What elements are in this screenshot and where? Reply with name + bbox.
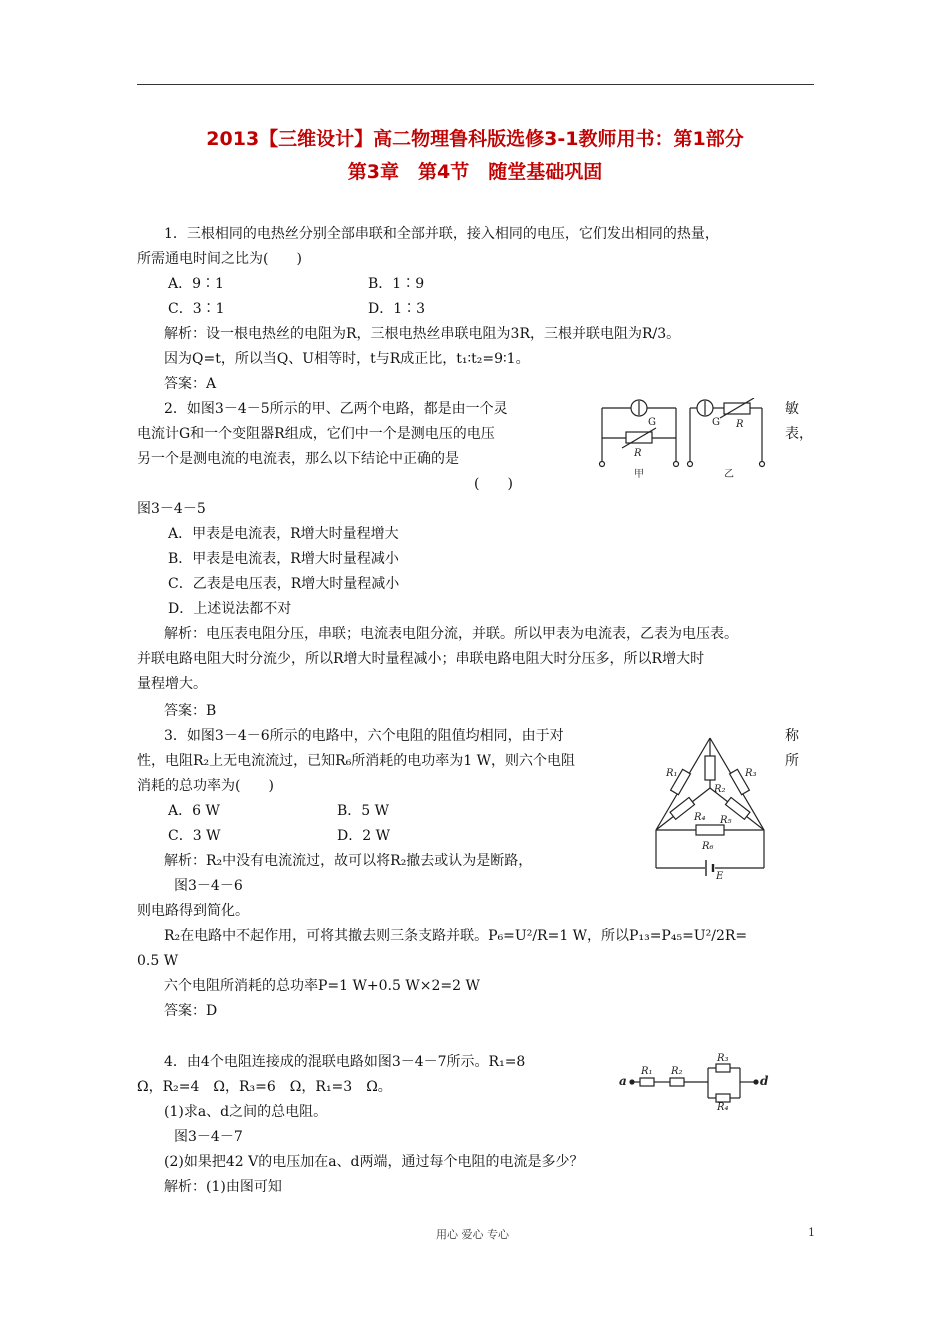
q1-stem-line1: 1．三根相同的电热丝分别全部串联和全部并联，接入相同的电压，它们发出相同的热量，	[164, 226, 719, 242]
q3-fig-r3: R₃	[745, 768, 757, 779]
q1-option-b: B．1∶9	[368, 276, 425, 292]
q4-fig-r3: R₃	[717, 1053, 729, 1064]
q3-analysis-3: R₂在电路中不起作用，可将其撤去则三条支路并联。P₆=U²/R=1 W，所以P₁₃=P₄₅=U²/2R=	[164, 928, 748, 944]
figure-3-4-7	[616, 1052, 774, 1112]
doc-title-line2: 第3章 第4节 随堂基础巩固	[347, 161, 603, 183]
figure-3-4-5	[596, 398, 776, 480]
q3-stem-line2-end: 所	[785, 753, 799, 769]
q3-analysis-4: 0.5 W	[137, 953, 179, 969]
footer-center: 用心 爱心 专心	[436, 1228, 509, 1241]
q4-stem-line2: Ω，R₂=4 Ω，R₃=6 Ω，R₁=3 Ω。	[137, 1079, 392, 1095]
q3-option-b: B．5 W	[337, 803, 390, 819]
q1-analysis-1: 解析：设一根电热丝的电阻为R，三根电热丝串联电阻为3R，三根并联电阻为R/3。	[164, 326, 681, 342]
q2-fig-yi-r: R	[736, 419, 744, 430]
q2-fig-yi-label: 乙	[724, 469, 734, 480]
q3-fig-r5: R₅	[720, 815, 732, 826]
q3-analysis-5: 六个电阻所消耗的总功率P=1 W+0.5 W×2=2 W	[164, 978, 480, 994]
q2-stem-line1: 2．如图3－4－5所示的甲、乙两个电路，都是由一个灵	[164, 401, 508, 417]
q2-stem-line2: 电流计G和一个变阻器R组成，它们中一个是测电压的电压	[137, 426, 495, 442]
q4-part1: (1)求a、d之间的总电阻。	[164, 1104, 328, 1120]
q3-fig-e: E	[716, 871, 724, 880]
q2-option-c: C．乙表是电压表，R增大时量程减小	[168, 576, 400, 592]
q2-fig-jia-g: G	[648, 417, 656, 428]
q3-analysis-2: 则电路得到简化。	[137, 903, 249, 919]
q3-answer: 答案：D	[164, 1003, 218, 1019]
q2-option-a: A．甲表是电流表，R增大时量程增大	[168, 526, 399, 542]
q3-stem-line1: 3．如图3－4－6所示的电路中，六个电阻的阻值均相同，由于对	[164, 728, 564, 744]
q1-option-c: C．3∶1	[168, 301, 225, 317]
q3-fig-r1: R₁	[666, 768, 678, 779]
q3-figure-caption: 图3－4－6	[174, 878, 243, 894]
q4-fig-r1: R₁	[641, 1066, 653, 1077]
q2-stem-line2-end: 表，	[785, 426, 813, 442]
q3-option-a: A．6 W	[168, 803, 220, 819]
q1-stem-line2: 所需通电时间之比为( )	[137, 251, 302, 267]
q4-fig-d: d	[760, 1074, 769, 1088]
q2-option-b: B．甲表是电流表，R增大时量程减小	[168, 551, 399, 567]
q4-fig-r4: R₄	[717, 1102, 729, 1112]
q4-fig-a: a	[619, 1074, 627, 1088]
header-rule	[137, 84, 814, 85]
q1-option-a: A．9∶1	[168, 276, 224, 292]
q1-analysis-2: 因为Q=t，所以当Q、U相等时，t与R成正比，t₁∶t₂=9∶1。	[164, 351, 530, 367]
q2-fig-jia-label: 甲	[634, 469, 644, 480]
q3-option-c: C．3 W	[168, 828, 221, 844]
q2-option-d: D．上述说法都不对	[168, 601, 292, 617]
page-number: 1	[808, 1226, 815, 1239]
q3-fig-r4: R₄	[694, 812, 706, 823]
q2-stem-line3: 另一个是测电流的电流表，那么以下结论中正确的是	[137, 451, 459, 467]
q2-answer-paren: ( )	[474, 476, 513, 492]
q3-stem-line1-end: 称	[785, 728, 799, 744]
q2-figure-caption: 图3－4－5	[137, 501, 206, 517]
q4-stem-line1: 4．由4个电阻连接成的混联电路如图3－4－7所示。R₁=8	[164, 1054, 526, 1070]
figure-3-4-6	[648, 730, 773, 880]
q4-figure-caption: 图3－4－7	[174, 1129, 243, 1145]
q2-answer: 答案：B	[164, 703, 217, 719]
q2-analysis-1: 解析：电压表电阻分压，串联；电流表电阻分流，并联。所以甲表为电流表，乙表为电压表。	[164, 626, 738, 642]
q3-fig-r6: R₆	[702, 841, 714, 852]
q2-analysis-3: 量程增大。	[137, 676, 207, 692]
q3-option-d: D．2 W	[337, 828, 390, 844]
q2-stem-line1-end: 敏	[785, 401, 799, 417]
doc-title-line1: 2013【三维设计】高二物理鲁科版选修3-1教师用书：第1部分	[206, 128, 744, 150]
q1-answer: 答案：A	[164, 376, 217, 392]
q4-fig-r2: R₂	[671, 1066, 683, 1077]
q1-option-d: D．1∶3	[368, 301, 426, 317]
q3-stem-line2: 性，电阻R₂上无电流流过，已知R₆所消耗的电功率为1 W，则六个电阻	[137, 753, 576, 769]
q2-fig-yi-g: G	[712, 417, 720, 428]
q3-analysis-1: 解析：R₂中没有电流流过，故可以将R₂撤去或认为是断路，	[164, 853, 533, 869]
q3-stem-line3: 消耗的总功率为( )	[137, 778, 274, 794]
q2-fig-jia-r: R	[634, 448, 642, 459]
q3-fig-r2: R₂	[714, 784, 726, 795]
q4-part2: (2)如果把42 V的电压加在a、d两端，通过每个电阻的电流是多少？	[164, 1154, 584, 1170]
q2-analysis-2: 并联电路电阻大时分流少，所以R增大时量程减小；串联电路电阻大时分压多，所以R增大时	[137, 651, 705, 667]
q4-analysis-1: 解析：(1)由图可知	[164, 1179, 282, 1195]
